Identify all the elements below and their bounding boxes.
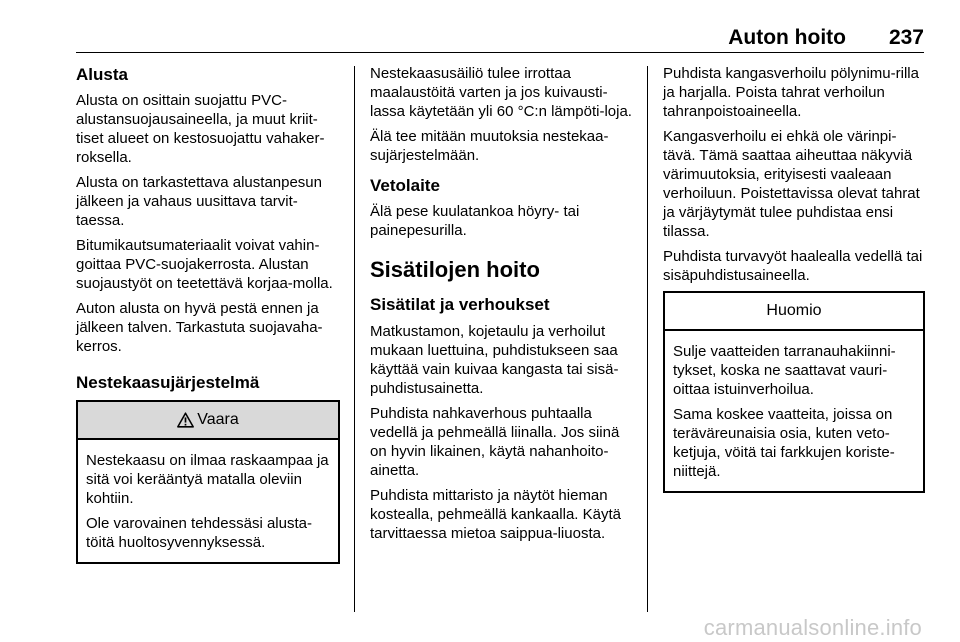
interior-sub-heading: Sisätilat ja verhoukset — [370, 295, 550, 314]
warning-triangle-icon — [177, 412, 194, 428]
alusta-paragraph-2: Alusta on tarkastettava alustanpesun jälkeen ja vahaus uusittava tarvit-taessa. — [76, 174, 322, 229]
warning-box-header — [78, 402, 338, 440]
note-box-header — [665, 293, 923, 331]
column-3 — [663, 64, 925, 493]
warning-box-body — [78, 440, 338, 562]
column-divider-2 — [647, 66, 648, 612]
coolant-heading: Nestekaasujärjestelmä — [76, 373, 260, 392]
coolant-paragraph-1: Nestekaasusäiliö tulee irrottaa maalaustöitä varten ja jos kuivausti-lassa käytetään yli 60 °C:n lämpöti-loja. — [370, 65, 632, 120]
interior-paragraph-1: Matkustamon, kojetaulu ja verhoilut mukaan luettuina, puhdistukseen saa käyttää vain kuivaa kangasta tai sisä-puhdistusainetta. — [370, 323, 619, 397]
header-divider — [76, 52, 924, 53]
note-box-body — [665, 331, 923, 491]
warning-box — [76, 400, 340, 564]
alusta-paragraph-4: Auton alusta on hyvä pestä ennen ja jälkeen talven. Tarkastuta suojavaha-kerros. — [76, 300, 323, 355]
seatbelt-paragraph: Puhdista turvavyöt haalealla vedellä tai sisäpuhdistusaineella. — [663, 248, 923, 284]
note-paragraph-2: Sama koskee vaatteita, joissa on teräväreunaisia osia, kuten veto-ketjuja, vöitä tai farkkujen koriste-niittejä. — [673, 406, 895, 480]
alusta-paragraph-3: Bitumikautsumateriaalit voivat vahin-goittaa PVC-suojakerrosta. Alustan suojaustyöt on teetettävä korjaa-molla. — [76, 237, 333, 292]
watermark: carmanualsonline.info — [703, 615, 922, 640]
coolant-paragraph-2: Älä tee mitään muutoksia nestekaa-sujärjestelmään. — [370, 128, 609, 164]
interior-paragraph-3: Puhdista mittaristo ja näytöt hieman kostealla, pehmeällä kankaalla. Käytä tarvittaessa mietoa saippua-liuosta. — [370, 487, 621, 542]
note-paragraph-1: Sulje vaatteiden tarranauhakiinni-tykset, koska ne saattavat vauri-oittaa istuinverhoilua. — [673, 343, 896, 398]
interior-paragraph-2: Puhdista nahkaverhous puhtaalla vedellä ja pehmeällä liinalla. Jos siinä on hyvin likainen, käytä nahanhoito-ainetta. — [370, 405, 620, 479]
column-divider-1 — [354, 66, 355, 612]
page-header — [0, 0, 960, 54]
note-box — [663, 291, 925, 493]
column-1 — [76, 64, 340, 564]
warning-box-title: Vaara — [197, 411, 239, 428]
upholstery-paragraph-2: Kangasverhoilu ei ehkä ole värinpi-tävä. Tämä saattaa aiheuttaa näkyviä värimuutoksia, erityisesti vaaleaan verhoiluun. Poistettavissa olevat tahrat ja värjäytymät tulee puhdistaa ensi tilassa. — [663, 128, 920, 240]
warning-paragraph-1: Nestekaasu on ilmaa raskaampaa ja sitä voi kerääntyä matalla oleviin kohtiin. — [86, 452, 329, 507]
vetolaite-paragraph: Älä pese kuulatankoa höyry- tai painepesurilla. — [370, 203, 580, 239]
note-box-title: Huomio — [766, 302, 822, 319]
alusta-heading: Alusta — [76, 65, 128, 84]
column-2 — [370, 64, 635, 549]
alusta-paragraph-1: Alusta on osittain suojattu PVC-alustansuojausaineella, ja muut kriit-tiset alueet on kestosuojattu vahaker-roksella. — [76, 92, 325, 166]
interior-heading: Sisätilojen hoito — [370, 257, 540, 282]
section-title: Auton hoito — [728, 26, 846, 49]
warning-paragraph-2: Ole varovainen tehdessäsi alusta-töitä huoltosyvennyksessä. — [86, 515, 312, 551]
upholstery-paragraph-1: Puhdista kangasverhoilu pölynimu-rilla ja harjalla. Poista tahrat verhoilun tahranpoistoaineella. — [663, 65, 919, 120]
vetolaite-heading: Vetolaite — [370, 176, 440, 195]
page-number: 237 — [888, 26, 924, 49]
